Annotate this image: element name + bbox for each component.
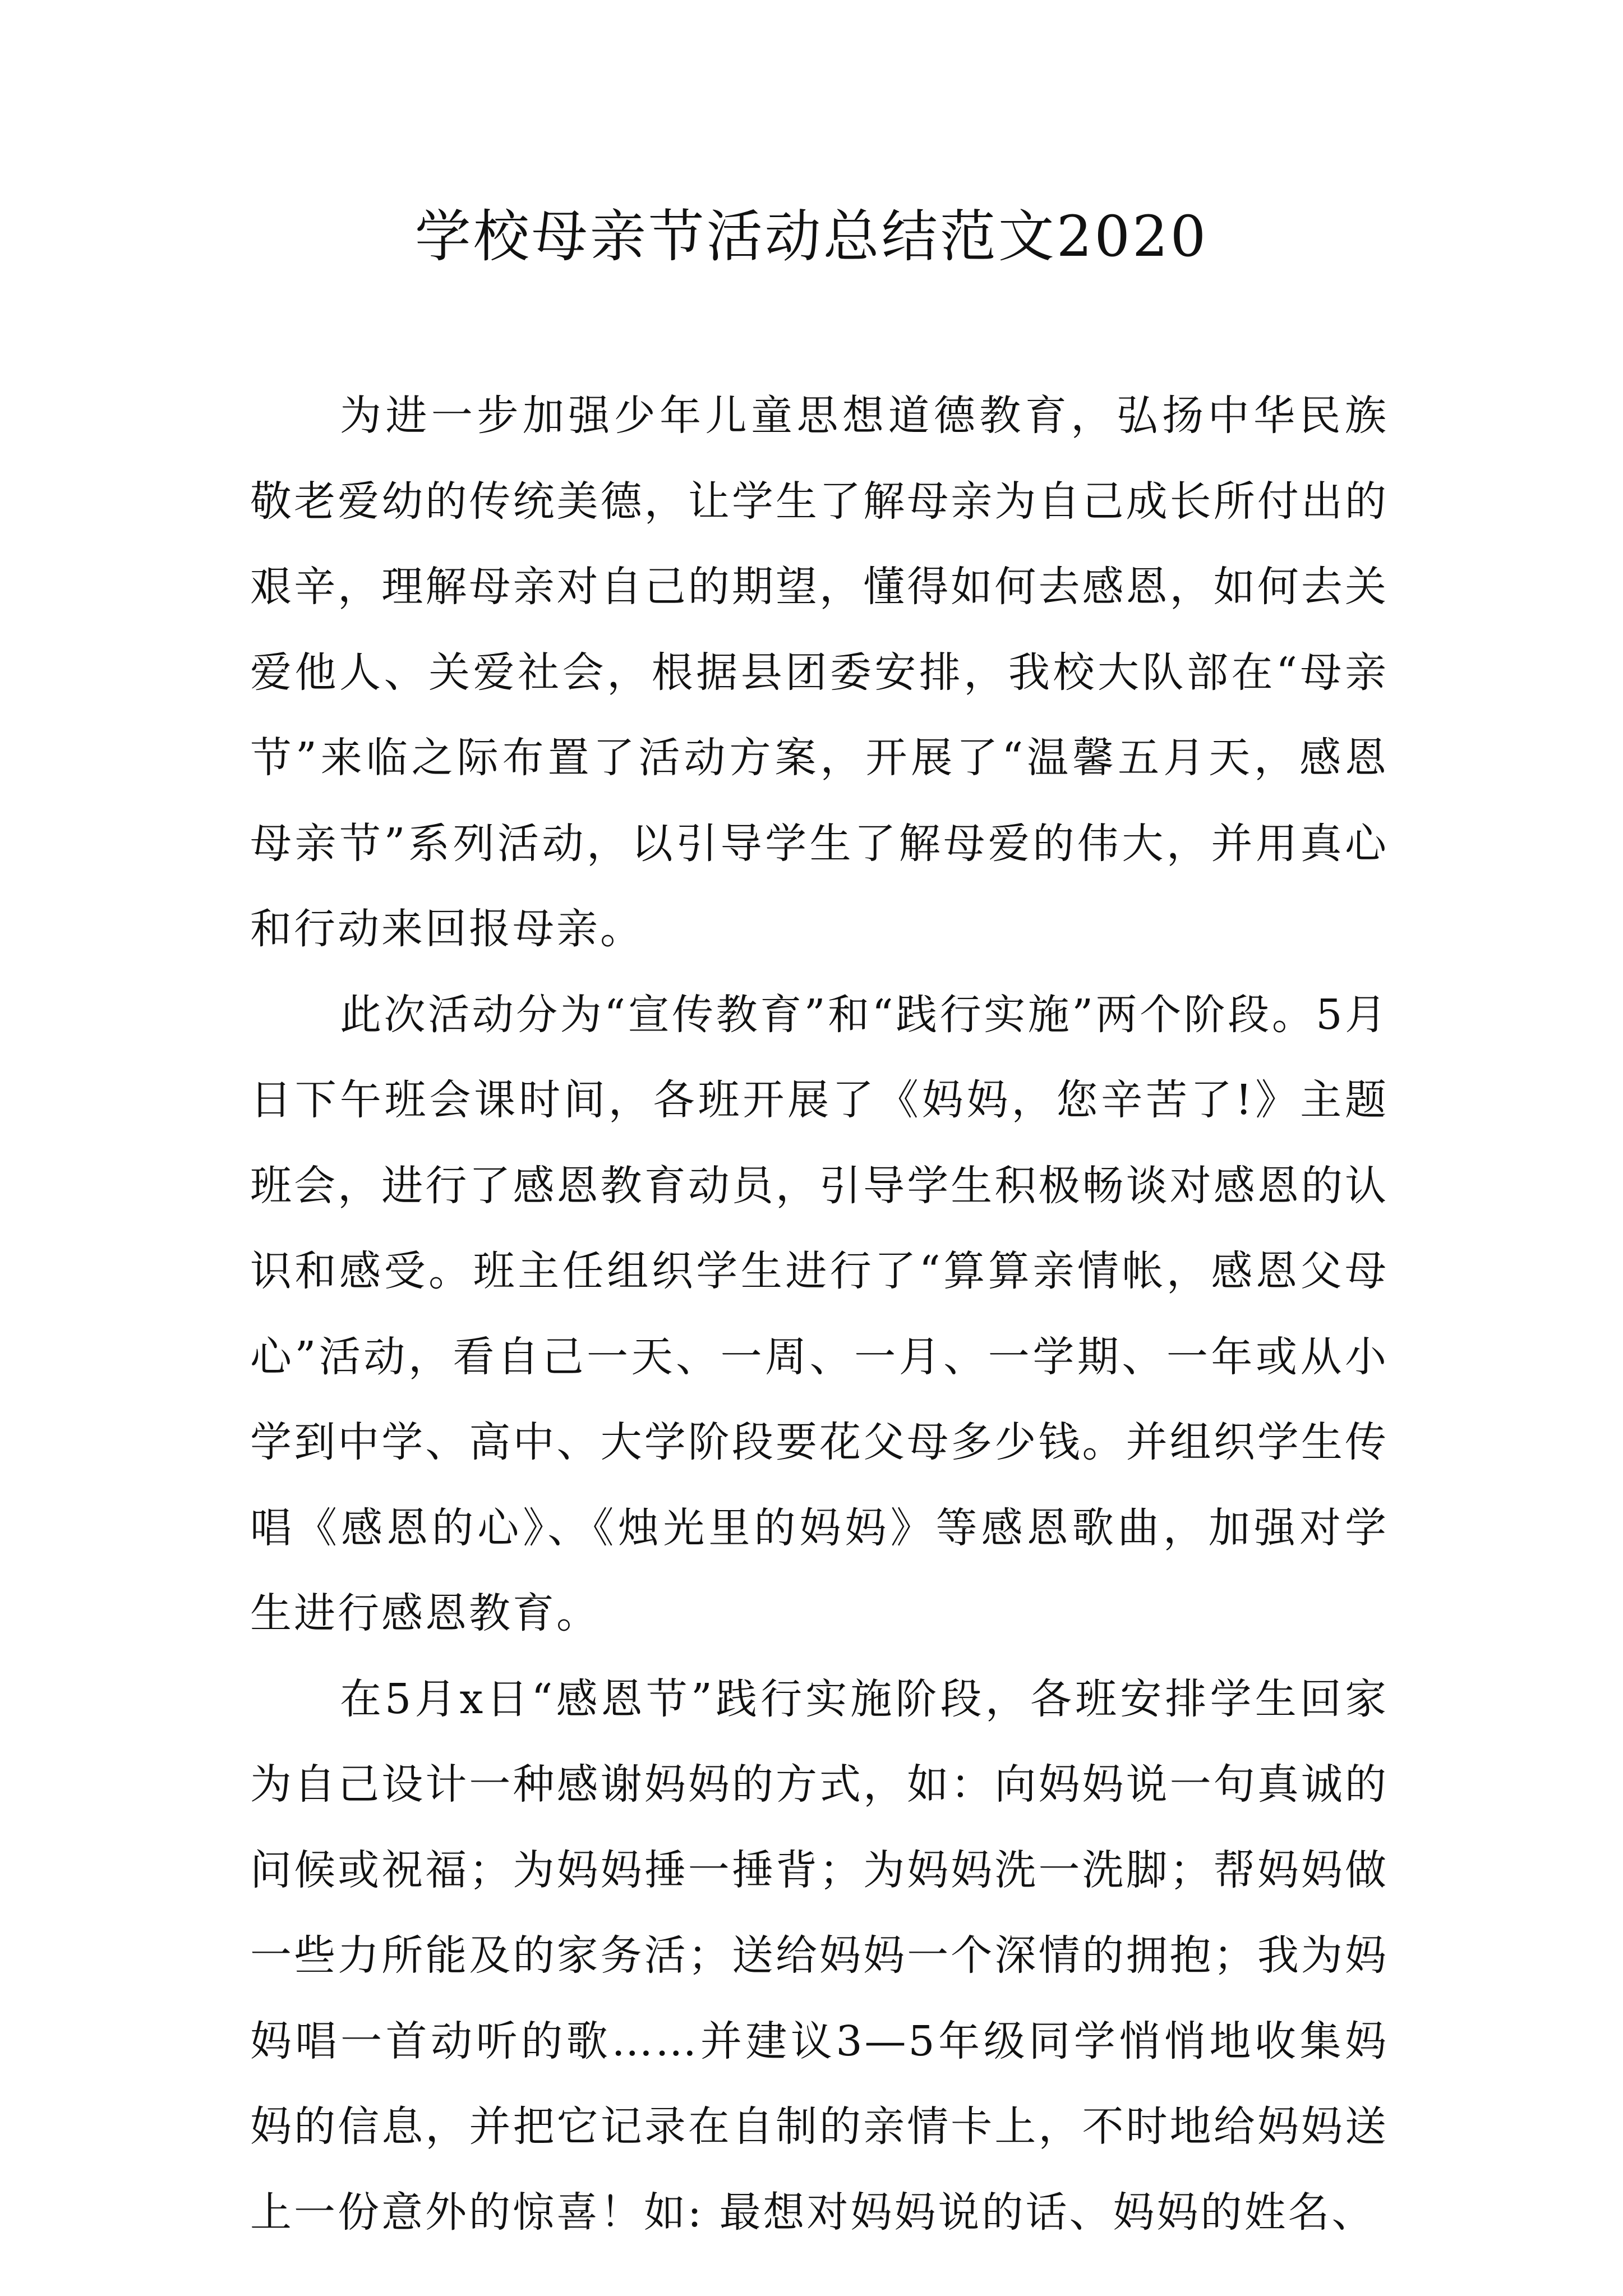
document-body — [250, 373, 1389, 2255]
document-title: 学校母亲节活动总结范文2020 — [414, 204, 1209, 269]
paragraph-3: 在5月x日“感恩节”践行实施阶段，各班安排学生回家为自己设计一种感谢妈妈的方式，如：向妈妈说一句真诚的问候或祝福；为妈妈捶一捶背；为妈妈洗一洗脚；帮妈妈做一些力所能及的家务活；送给妈妈一个深情的拥抱；我为妈妈唱一首动听的歌……并建议3—5年级同学悄悄地收集妈妈的信息，并把它记录在自制的亲情卡上，不时地给妈妈送上一份意外的惊喜！如: 最想对妈妈说的话、妈妈的姓名、 — [250, 1674, 1389, 2237]
paragraph-2: 此次活动分为“宣传教育”和“践行实施”两个阶段。5月日下午班会课时间，各班开展了《妈妈，您辛苦了!》主题班会，进行了感恩教育动员，引导学生积极畅谈对感恩的认识和感受。班主任组织学生进行了“算算亲情帐，感恩父母心”活动，看自己一天、一周、一月、一学期、一年或从小学到中学、高中、大学阶段要花父母多少钱。并组织学生传唱《感恩的心》、《烛光里的妈妈》等感恩歌曲，加强对学生进行感恩教育。 — [250, 990, 1389, 1637]
paragraph-1: 为进一步加强少年儿童思想道德教育，弘扬中华民族敬老爱幼的传统美德，让学生了解母亲为自己成长所付出的艰辛，理解母亲对自己的期望，懂得如何去感恩，如何去关爱他人、关爱社会，根据县团委安排，我校大队部在“母亲节”来临之际布置了活动方案，开展了“温馨五月天，感恩母亲节”系列活动，以引导学生了解母爱的伟大，并用真心和行动来回报母亲。 — [250, 392, 1389, 953]
